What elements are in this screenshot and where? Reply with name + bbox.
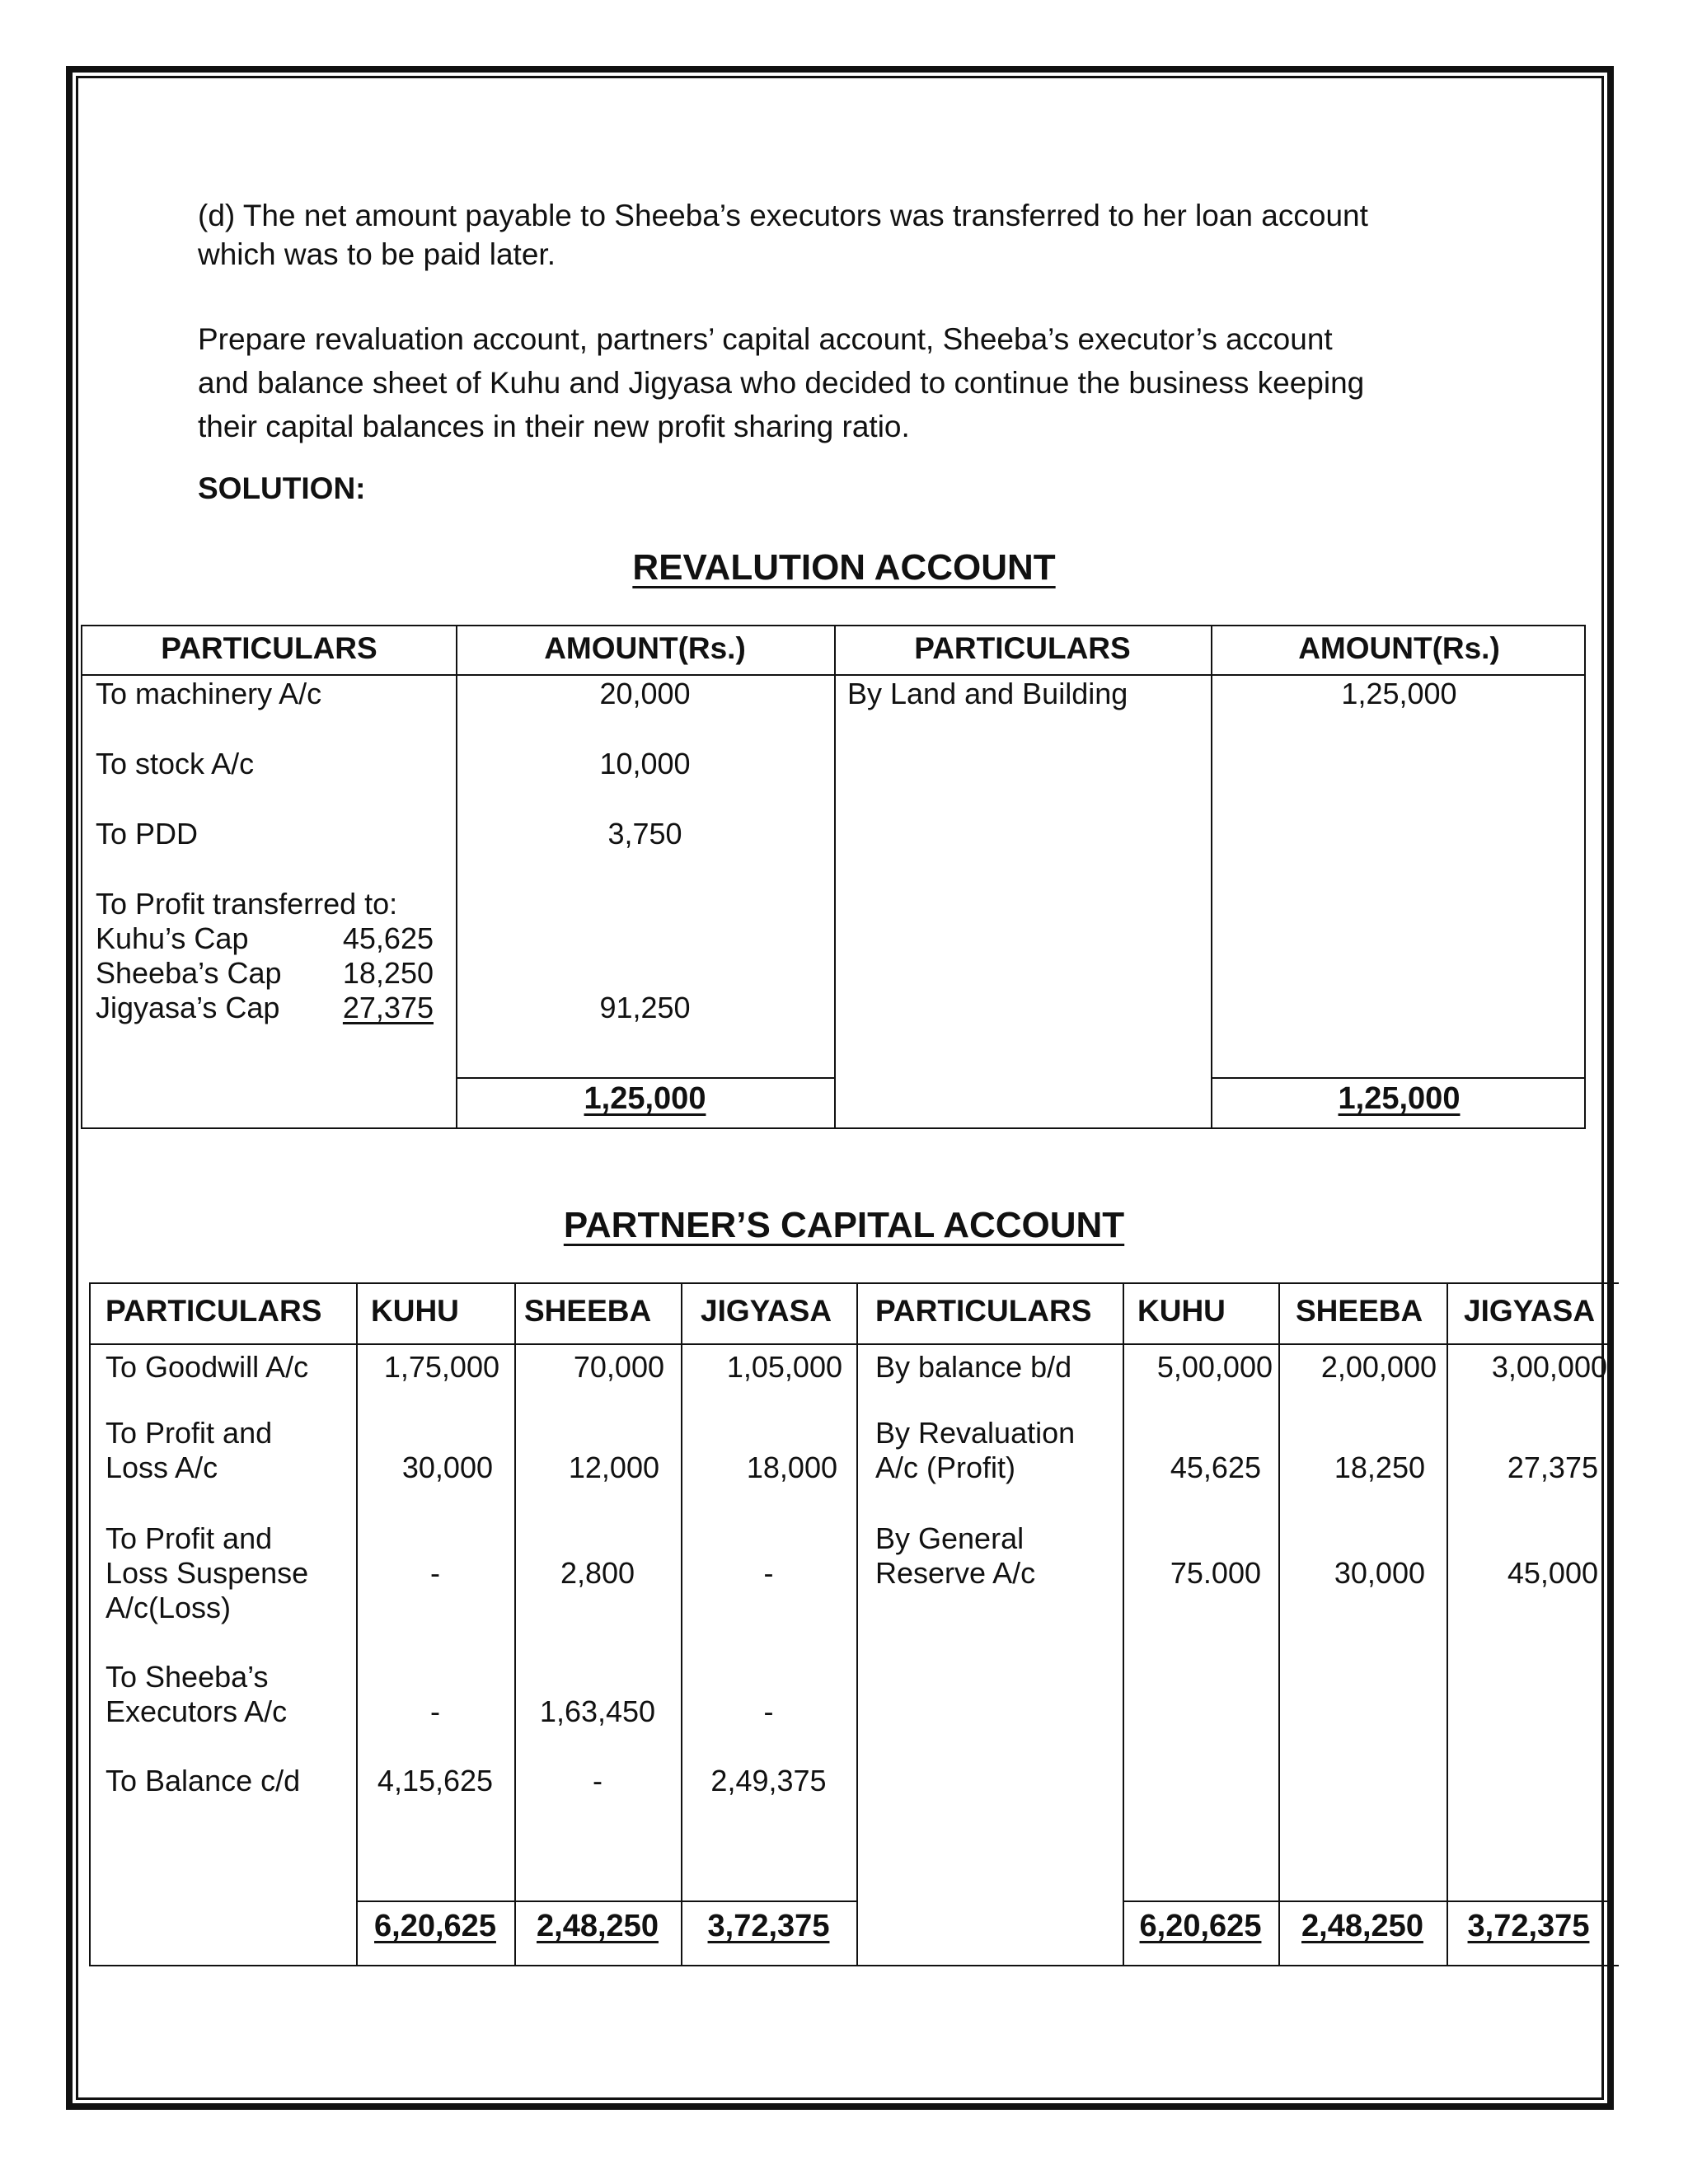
column-divider xyxy=(834,626,836,1127)
kuhu-amount: 45,625 xyxy=(1170,1451,1261,1484)
debit-amount: 10,000 xyxy=(599,747,691,780)
jigyasa-amount: 1,05,000 xyxy=(726,1350,842,1384)
header-kuhu: KUHU xyxy=(371,1294,459,1328)
sheeba-total: 2,48,250 xyxy=(1301,1909,1423,1943)
debit-particular: To stock A/c xyxy=(96,747,255,780)
total-rule xyxy=(356,1900,856,1902)
debit-total: 1,25,000 xyxy=(584,1081,706,1116)
sheeba-amount: 30,000 xyxy=(1334,1556,1425,1590)
header-particulars: PARTICULARS xyxy=(161,631,377,665)
total-rule xyxy=(1123,1900,1612,1902)
total-rule xyxy=(1211,1077,1584,1079)
paragraph-line: their capital balances in their new profit sharing ratio. xyxy=(198,410,910,443)
jigyasa-amount: 18,000 xyxy=(746,1451,837,1484)
kuhu-amount: 1,75,000 xyxy=(383,1350,499,1384)
jigyasa-total: 3,72,375 xyxy=(1467,1909,1590,1943)
jigyasa-amount: 45,000 xyxy=(1507,1556,1598,1590)
sheeba-amount: 1,63,450 xyxy=(539,1694,656,1728)
column-divider xyxy=(1611,1284,1612,1965)
header-amount: AMOUNT(Rs.) xyxy=(544,631,746,665)
sheeba-amount: - xyxy=(593,1764,603,1797)
kuhu-amount: 75.000 xyxy=(1170,1556,1261,1590)
partner-name: Kuhu’s Cap xyxy=(96,921,249,955)
paragraph-line: (d) The net amount payable to Sheeba’s executors was transferred to her loan account xyxy=(198,199,1368,232)
debit-particular: To Profit and xyxy=(106,1416,273,1450)
debit-amount: 20,000 xyxy=(599,677,691,710)
debit-particular: To machinery A/c xyxy=(96,677,322,710)
sheeba-amount: 2,800 xyxy=(560,1556,635,1590)
debit-particular: To PDD xyxy=(96,817,199,851)
debit-particular: Loss Suspense xyxy=(106,1556,309,1590)
header-kuhu: KUHU xyxy=(1137,1294,1226,1328)
column-divider xyxy=(514,1284,516,1965)
column-divider xyxy=(1447,1284,1448,1965)
sheeba-amount: 70,000 xyxy=(573,1350,664,1384)
partner-profit: 18,250 xyxy=(342,956,434,990)
credit-particular: By General xyxy=(875,1521,1025,1555)
jigyasa-total: 3,72,375 xyxy=(707,1909,830,1943)
credit-particular: By Land and Building xyxy=(847,677,1128,710)
header-particulars: PARTICULARS xyxy=(914,631,1131,665)
sheeba-amount: 2,00,000 xyxy=(1320,1350,1437,1384)
jigyasa-amount: - xyxy=(763,1694,774,1728)
revaluation-title: REVALUTION ACCOUNT xyxy=(632,547,1056,588)
sheeba-amount: 12,000 xyxy=(568,1451,659,1484)
debit-particular: To Profit and xyxy=(106,1521,273,1555)
profit-share-row xyxy=(96,991,434,1025)
credit-particular: By Revaluation xyxy=(875,1416,1076,1450)
header-amount: AMOUNT(Rs.) xyxy=(1298,631,1500,665)
sheeba-total: 2,48,250 xyxy=(537,1909,659,1943)
kuhu-amount: 30,000 xyxy=(401,1451,493,1484)
capital-table xyxy=(89,1282,1619,1966)
debit-particular: To Balance c/d xyxy=(106,1764,301,1797)
header-particulars: PARTICULARS xyxy=(875,1294,1092,1328)
solution-heading: SOLUTION: xyxy=(198,471,366,505)
paragraph-line: and balance sheet of Kuhu and Jigyasa who decided to continue the business keeping xyxy=(198,366,1365,400)
debit-particular: Executors A/c xyxy=(106,1694,288,1728)
profit-share-row xyxy=(96,956,434,991)
credit-particular: Reserve A/c xyxy=(875,1556,1036,1590)
revaluation-table xyxy=(81,625,1586,1129)
paragraph-d xyxy=(198,196,1475,274)
debit-particular: Loss A/c xyxy=(106,1451,218,1484)
jigyasa-amount: 3,00,000 xyxy=(1491,1350,1607,1384)
column-divider xyxy=(1278,1284,1280,1965)
kuhu-amount: 5,00,000 xyxy=(1156,1350,1273,1384)
debit-particular: To Sheeba’s xyxy=(106,1660,269,1694)
column-divider xyxy=(681,1284,682,1965)
credit-particular: By balance b/d xyxy=(875,1350,1072,1384)
kuhu-amount: - xyxy=(430,1556,440,1590)
credit-amount: 1,25,000 xyxy=(1341,677,1457,710)
jigyasa-amount: 2,49,375 xyxy=(710,1764,827,1797)
jigyasa-amount: 27,375 xyxy=(1507,1451,1598,1484)
kuhu-total: 6,20,625 xyxy=(1139,1909,1262,1943)
partner-name: Sheeba’s Cap xyxy=(96,956,282,990)
header-jigyasa: JIGYASA xyxy=(701,1294,832,1328)
column-divider xyxy=(356,1284,358,1965)
kuhu-total: 6,20,625 xyxy=(374,1909,496,1943)
column-divider xyxy=(856,1284,858,1965)
partner-name: Jigyasa’s Cap xyxy=(96,991,280,1024)
header-jigyasa: JIGYASA xyxy=(1464,1294,1596,1328)
header-sheeba: SHEEBA xyxy=(524,1294,652,1328)
partner-profit: 27,375 xyxy=(342,991,434,1024)
header-sheeba: SHEEBA xyxy=(1296,1294,1423,1328)
profit-transfer-label: To Profit transferred to: xyxy=(96,887,398,921)
credit-total: 1,25,000 xyxy=(1338,1081,1461,1116)
partner-profit: 45,625 xyxy=(342,921,434,955)
sheeba-amount: 18,250 xyxy=(1334,1451,1425,1484)
paragraph-line: Prepare revaluation account, partners’ capital account, Sheeba’s executor’s account xyxy=(198,322,1333,356)
header-rule xyxy=(82,674,1584,676)
total-rule xyxy=(456,1077,834,1079)
credit-particular: A/c (Profit) xyxy=(875,1451,1016,1484)
kuhu-amount: 4,15,625 xyxy=(377,1764,494,1797)
header-rule xyxy=(91,1343,1612,1345)
debit-amount: 3,750 xyxy=(607,817,682,851)
capital-title: PARTNER’S CAPITAL ACCOUNT xyxy=(563,1205,1125,1245)
jigyasa-amount: - xyxy=(763,1556,774,1590)
kuhu-amount: - xyxy=(430,1694,440,1728)
profit-total: 91,250 xyxy=(599,991,691,1024)
paragraph-prepare xyxy=(198,317,1475,448)
column-divider xyxy=(1123,1284,1124,1965)
header-particulars: PARTICULARS xyxy=(106,1294,322,1328)
debit-particular: To Goodwill A/c xyxy=(106,1350,309,1384)
debit-particular: A/c(Loss) xyxy=(106,1591,232,1624)
profit-share-row xyxy=(96,921,434,956)
paragraph-line: which was to be paid later. xyxy=(198,237,556,271)
